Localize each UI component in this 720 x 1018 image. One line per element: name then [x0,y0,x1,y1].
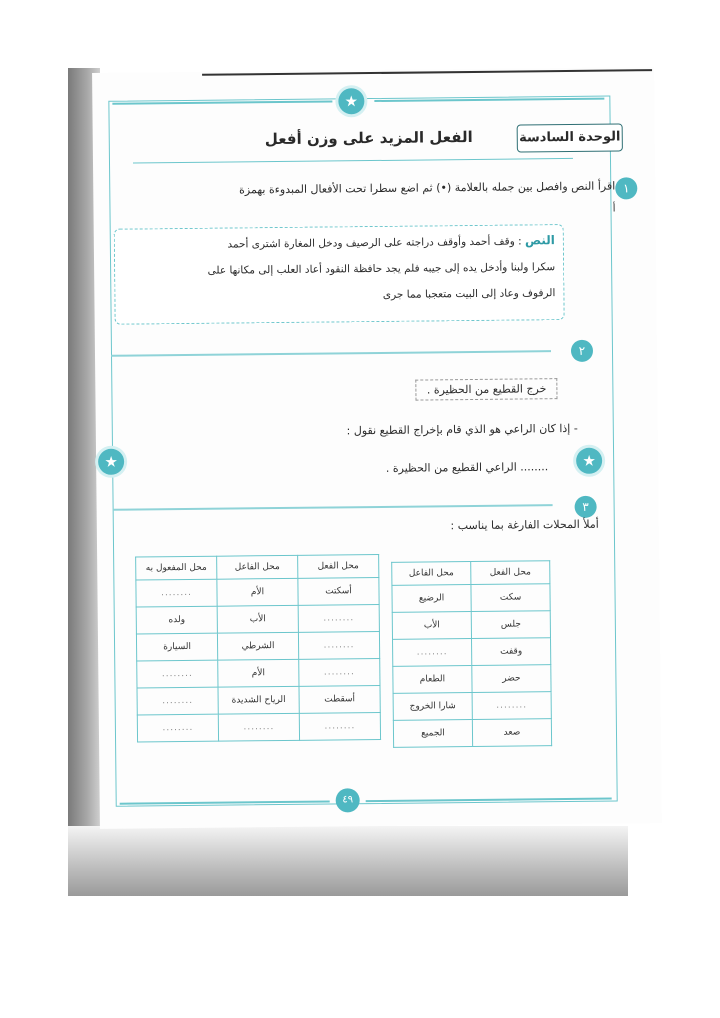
table-cell: الأب [392,612,471,640]
table-cell: ........ [472,692,551,720]
q1-mark: أ [612,203,616,215]
passage-line-2: سكرا ولبنا وأدخل يده إلى جيبه فلم يجد حافظة النقود أعاد العلب إلى مكانها على [207,261,556,277]
table-cell: الأب [217,605,298,633]
left-table [135,554,381,743]
table-cell: أسكتت [298,577,379,605]
right-table [391,560,552,748]
title-row [103,123,623,158]
table-row [392,584,550,613]
table-cell: شارا الخروج [393,693,472,721]
table-cell: وقفت [472,638,551,666]
table-row [393,692,551,721]
table-row [137,685,380,715]
table-cell: صعد [472,719,551,747]
table-header-cell: محل الفعل [298,554,379,578]
q1-number: ١ [615,177,637,199]
table-cell: ........ [137,714,218,742]
q1-instruction: اقرأ النص وافصل بين جمله بالعلامة (•) ثم اضع سطرا تحت الأفعال المبدوءة بهمزة [239,179,616,197]
passage-label: النص [524,233,555,248]
passage-box [114,224,565,325]
table-cell: الطعام [393,666,472,694]
q3-instruction: أملأ المحلات الفارغة بما يناسب : [450,517,599,533]
table-cell: ولده [136,606,217,634]
table-header-cell: محل الفعل [471,561,550,585]
table-cell: ........ [298,631,379,659]
table-cell: الأم [217,578,298,606]
table-cell: الرياح الشديدة [218,686,299,714]
table-header-row [136,554,379,580]
table-header-cell: محل المفعول به [136,556,217,580]
table-cell: ........ [299,658,380,686]
table-cell: ........ [218,713,299,741]
left-star-icon: ★ [98,449,124,475]
table-cell: ........ [136,579,217,607]
q2-sentence: خرج القطيع من الحظيرة . [416,378,558,400]
table-row [392,611,550,640]
q3-number: ٣ [575,496,597,518]
table-header-cell: محل الفاعل [392,562,471,586]
q2-question: - إذا كان الراعي هو الذي قام بإخراج القطيع نقول : [346,421,578,438]
unit-label: الوحدة السادسة [517,123,623,152]
lesson-title: الفعل المزيد على وزن أفعل [264,127,473,149]
q2-number: ٢ [571,340,593,362]
table-row [137,712,380,742]
table-cell: سكت [471,584,550,612]
table-cell: حضر [472,665,551,693]
top-edge-line [202,69,652,76]
table-cell: ........ [299,712,380,740]
top-star-icon: ★ [338,88,364,114]
table-cell: ........ [137,660,218,688]
table-row [136,604,379,634]
right-star-icon: ★ [576,448,602,474]
table-cell: ........ [137,687,218,715]
table-header-row [392,561,550,586]
table-row [393,665,551,694]
scan-bottom-shadow [68,826,628,896]
table-cell: جلس [471,611,550,639]
passage-line-1: النص : وقف أحمد وأوقف دراجته على الرصيف ودخل المغارة اشترى أحمد [227,233,555,251]
passage-line-3: الرفوف وعاد إلى البيت متعجبا مما جرى [382,287,556,301]
table-row [393,638,551,667]
q2-answer-line: ........ الراعي القطيع من الحظيرة . [385,460,549,475]
table-cell: ........ [393,639,472,667]
table-row [393,719,551,748]
table-row [136,577,379,607]
table-row [137,658,380,688]
table-cell: أسقطت [299,685,380,713]
table-cell: الرضيع [392,585,471,613]
table-cell: الأم [218,659,299,687]
table-cell: ........ [298,604,379,632]
table-cell: الجميع [393,720,472,748]
table-row [136,631,379,661]
table-cell: السيارة [136,633,217,661]
worksheet-page [92,67,662,829]
table-header-cell: محل الفاعل [217,555,298,579]
table-cell: الشرطي [217,632,298,660]
page-number: ٤٩ [336,788,360,812]
